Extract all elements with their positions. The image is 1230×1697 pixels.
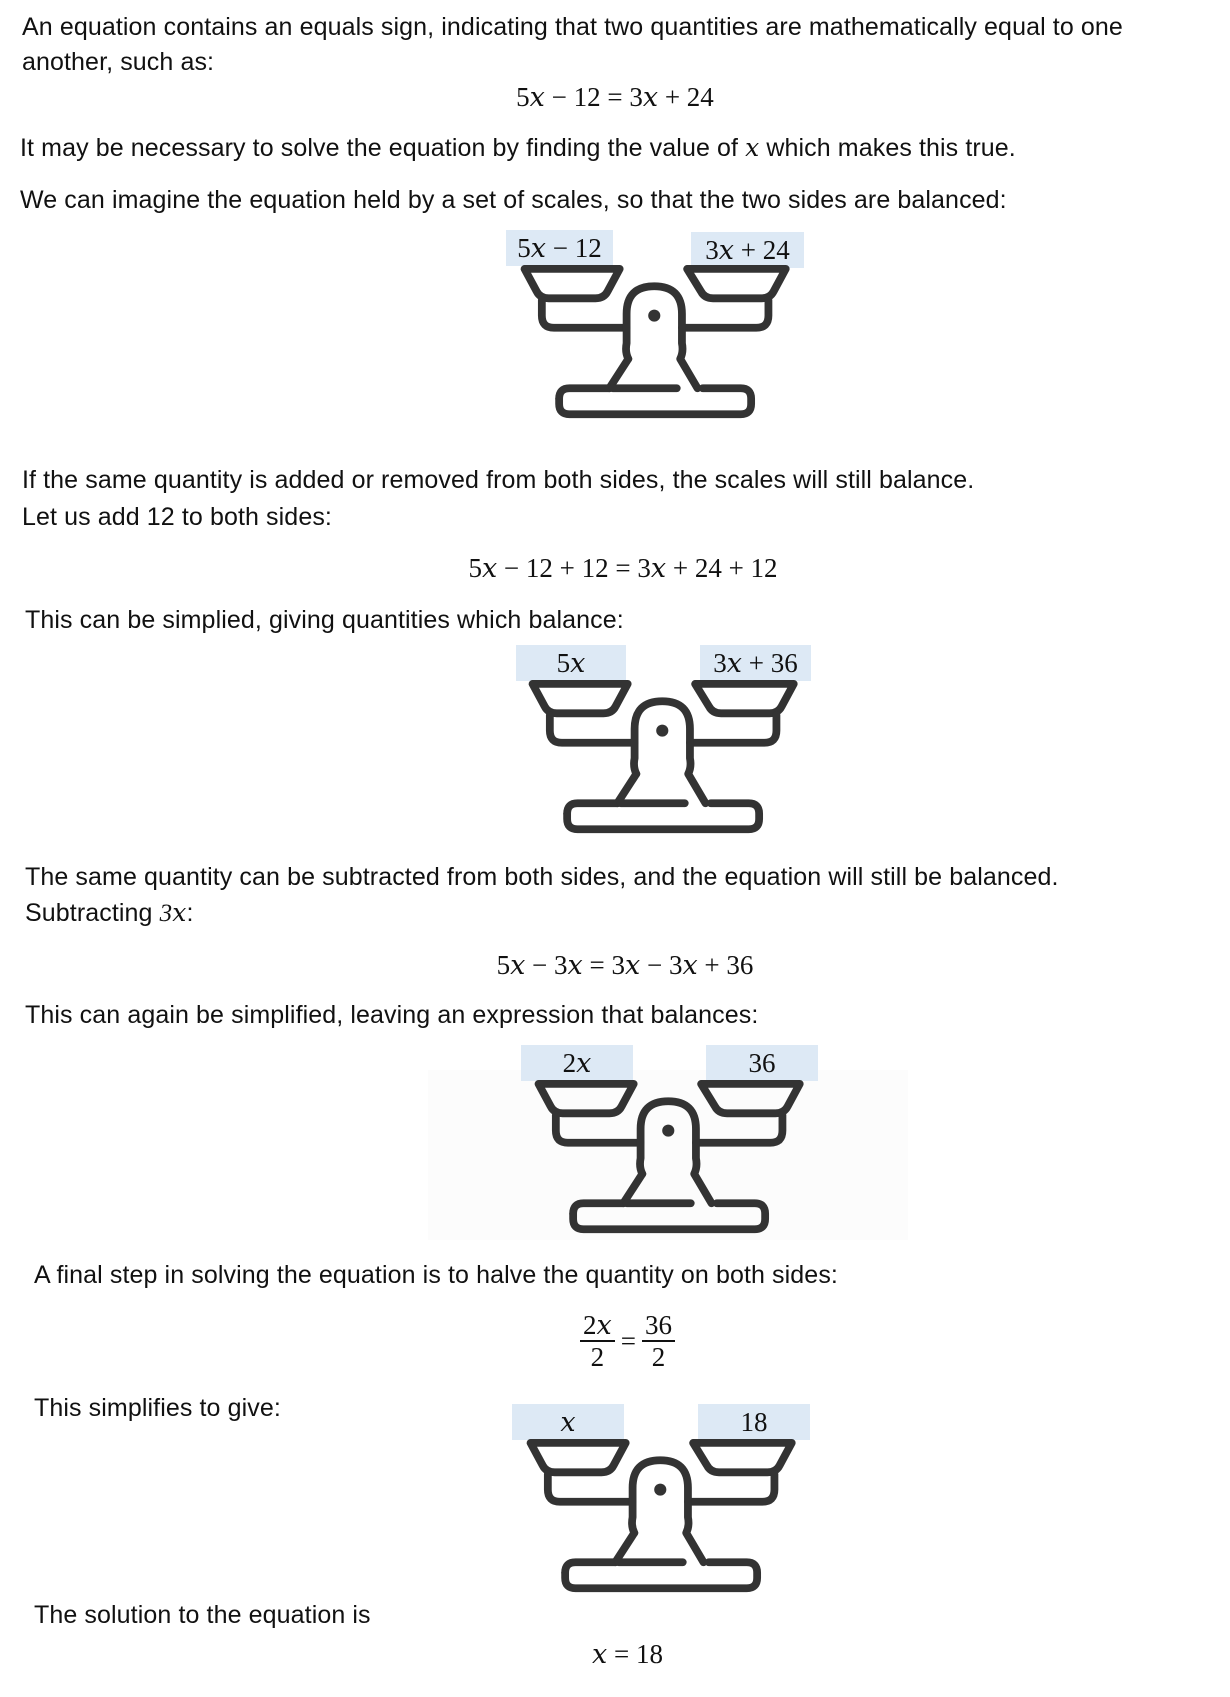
fraction-equals: =: [620, 1325, 636, 1356]
subtract-text-before: Subtracting: [25, 899, 160, 927]
scale-4-right-label: 18: [698, 1404, 810, 1440]
fraction-right-denominator: 2: [651, 1342, 666, 1372]
intro-line-1: An equation contains an equals sign, indicating that two quantities are mathematically equal to one: [22, 13, 1123, 41]
subtract-text-after: :: [186, 899, 194, 927]
pivot-dot: [654, 1484, 666, 1496]
pivot-dot: [648, 310, 660, 322]
scale-base: [565, 1562, 615, 1572]
left-arm: [556, 1115, 641, 1143]
right-arm: [682, 300, 768, 328]
step-subtract-line-1: The same quantity can be subtracted from both sides, and the equation will still be balanced.: [25, 863, 1059, 891]
scale-body: [632, 1460, 703, 1562]
right-arm: [690, 715, 776, 743]
solution-text: The solution to the equation is: [34, 1601, 371, 1629]
scale-base-outline: [559, 388, 751, 414]
equation-add-12: 5𝑥 − 12 + 12 = 3𝑥 + 24 + 12: [468, 553, 778, 583]
solve-text-before: It may be necessary to solve the equation by finding the value of: [20, 134, 746, 162]
right-pan: [693, 1443, 792, 1472]
left-pan: [531, 1443, 626, 1472]
left-arm: [550, 715, 635, 743]
scale-body: [634, 701, 705, 803]
fraction-right-numerator: 36: [644, 1310, 672, 1340]
left-arm: [548, 1474, 633, 1502]
step-halve-simplify-text: This simplifies to give:: [34, 1394, 281, 1422]
right-arm: [696, 1115, 782, 1143]
scale-body-left: [617, 774, 636, 803]
scale-base: [567, 803, 617, 813]
step-add-line-1: If the same quantity is added or removed from both sides, the scales will still balance.: [22, 466, 975, 494]
right-pan: [695, 684, 794, 713]
fraction-right: [642, 1310, 675, 1372]
solve-text-after: which makes this true.: [759, 134, 1016, 162]
scale-body-left: [609, 359, 628, 388]
balance-scale-icon: [502, 1436, 822, 1596]
right-pan: [701, 1084, 800, 1113]
scale-3-left-label: 2𝑥: [521, 1045, 633, 1081]
solve-text: [20, 133, 1016, 164]
scale-body: [640, 1101, 711, 1203]
imagine-text: We can imagine the equation held by a set of scales, so that the two sides are balanced:: [20, 186, 1007, 214]
left-arm: [542, 300, 627, 328]
scale-body-left: [623, 1174, 642, 1203]
solve-var: 𝑥: [745, 135, 760, 162]
scale-2-right-label: 3𝑥 + 36: [700, 645, 811, 681]
scale-base: [573, 1203, 623, 1213]
scale-body: [626, 286, 697, 388]
step-add-simplify-text: This can be simplied, giving quantities which balance:: [25, 606, 624, 634]
right-arm: [688, 1474, 774, 1502]
fraction-left: [580, 1310, 615, 1372]
subtract-var: 3𝑥: [159, 900, 187, 927]
left-pan: [525, 269, 620, 298]
fraction-equation: [580, 1310, 675, 1372]
scale-1-left-label: 5𝑥 − 12: [506, 230, 613, 266]
balance-scale-icon: [510, 1077, 830, 1237]
balance-scale-icon: [504, 677, 824, 837]
intro-line-2: another, such as:: [22, 48, 215, 76]
step-subtract-line-2: [25, 898, 193, 929]
scale-base: [559, 388, 609, 398]
balance-scale-icon: [496, 262, 816, 422]
left-pan: [539, 1084, 634, 1113]
fraction-left-denominator: 2: [590, 1342, 605, 1372]
scale-4-left-label: 𝑥: [512, 1404, 624, 1440]
step-add-line-2: Let us add 12 to both sides:: [22, 503, 332, 531]
right-pan: [687, 269, 786, 298]
step-subtract-simplify-text: This can again be simplified, leaving an expression that balances:: [25, 1001, 759, 1029]
pivot-dot: [656, 725, 668, 737]
equation-subtract-3x: 5𝑥 − 3𝑥 = 3𝑥 − 3𝑥 + 36: [496, 950, 754, 980]
fraction-left-numerator: 2𝑥: [583, 1310, 612, 1340]
pivot-dot: [662, 1125, 674, 1137]
scale-1-right-label: 3𝑥 + 24: [691, 232, 804, 268]
scale-3-right-label: 36: [706, 1045, 818, 1081]
step-halve-line-1: A final step in solving the equation is to halve the quantity on both sides:: [34, 1261, 838, 1289]
left-pan: [533, 684, 628, 713]
solution-equation: 𝑥 = 18: [592, 1639, 663, 1669]
scale-base-outline: [567, 803, 759, 829]
equation-original: 5𝑥 − 12 = 3𝑥 + 24: [516, 82, 714, 112]
scale-2-left-label: 5𝑥: [516, 645, 626, 681]
scale-body-left: [615, 1533, 634, 1562]
